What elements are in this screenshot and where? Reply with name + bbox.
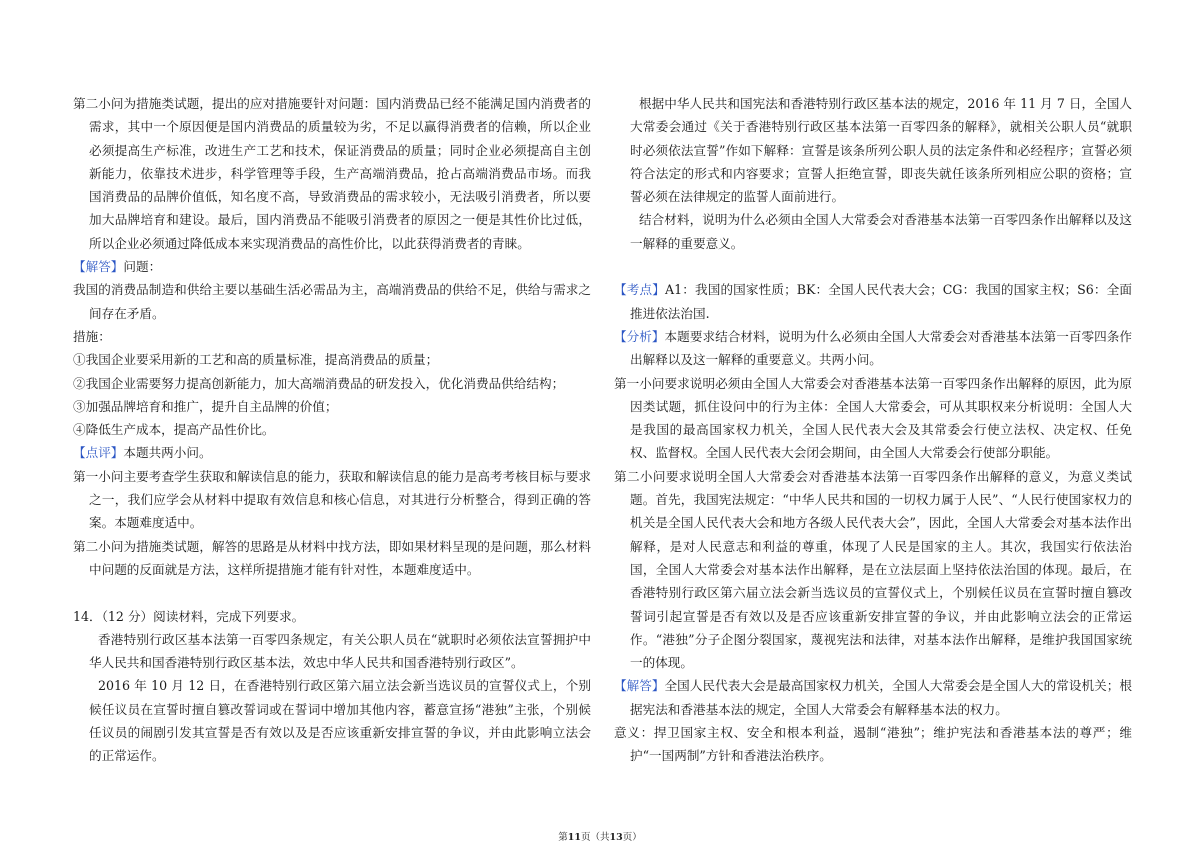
- answer-tag: 【解答】: [73, 259, 124, 275]
- analysis-text: 本题要求结合材料，说明为什么必须由全国人大常委会对香港基本法第一百零四条作出解释以及这一解释的重要意义。共两小问。: [630, 328, 1133, 368]
- right-column: [614, 92, 1132, 768]
- knowledge-point: [614, 278, 1132, 325]
- analysis-part2-paragraph: 第二小问为措施类试题，提出的应对措施要针对问题：国内消费品已经不能满足国内消费者的需求，其中一个原因便是国内消费品的质量较为劣，不足以赢得消费者的信赖，所以企业必须提高生产标准，改进生产工艺和技术，保证消费品的质量；同时企业必须提高自主创新能力，依靠技术进步，科学管理等手段，生产高端消费品，抢占高端消费品市场。而我国消费品的品牌价值低，知名度不高，导致消费品的需求较小，无法吸引消费者，所以要加大品牌培育和建设。最后，国内消费品不能吸引消费者的原因之一便是其性价比过低，所以企业必须通过降低成本来实现消费品的高性价比，以此获得消费者的青睐。: [73, 96, 591, 251]
- analysis-part1: 第一小问要求说明必须由全国人大常委会对香港基本法第一百零四条作出解释的原因，此为原因类试题，抓住设问中的行为主体：全国人大常委会，可从其职权来分析说明：全国人大是我国的最高国家权力机关，全国人民代表大会及其常委会行使立法权、决定权、任免权、监督权。全国人民代表大会闭会期间，由全国人大常委会行使部分职能。: [614, 375, 1132, 461]
- question-14-heading: 14．（12 分）阅读材料，完成下列要求。: [73, 608, 305, 624]
- left-column: [73, 92, 591, 768]
- solution-heading: [614, 674, 1132, 721]
- question-ask: 结合材料，说明为什么必须由全国人大常委会对香港基本法第一百零四条作出解释以及这一解释的重要意义。: [630, 212, 1132, 251]
- measure-4: ④降低生产成本，提高产品性价比。: [73, 422, 275, 438]
- footer-middle: 页（共: [580, 832, 610, 843]
- material-1: 香港特别行政区基本法第一百零四条规定，有关公职人员在“就职时必须依法宣誓拥护中华人民共和国香港特别行政区基本法，效忠中华人民共和国香港特别行政区”。: [89, 631, 591, 671]
- analysis-part2: 第二小问要求说明全国人大常委会对香港基本法第一百零四条作出解释的意义，为意义类试题。首先，我国宪法规定：“中华人民共和国的一切权力属于人民”、“人民行使国家权力的机关是全国人民代表大会和地方各级人民代表大会”，因此，全国人大常委会对基本法作出解释，是对人民意志和利益的尊重，体现了人民是国家的主人。其次，我国实行依法治国，全国人大常委会对基本法作出解释，是在立法层面上坚持依法治国的体现。最后，在香港特别行政区第六届立法会新当选议员的宣誓仪式上，个别候任议员在宣誓时擅自篡改誓词引起宣誓是否有效以及是否应该重新安排宣誓的争议，并由此影响立法会的正常运作。“港独”分子企图分裂国家，蔑视宪法和法律，对基本法作出解释，是维护我国国家统一的体现。: [614, 468, 1132, 671]
- comment-tag: 【点评】: [73, 445, 124, 461]
- problem-paragraph: 我国的消费品制造和供给主要以基础生活必需品为主，高端消费品的供给不足，供给与需求之间存在矛盾。: [73, 282, 591, 321]
- knowledge-point-text: A1：我国的国家性质；BK：全国人民代表大会；CG：我国的国家主权；S6：全面推进依法治国.: [630, 282, 1133, 321]
- footer-suffix: 页）: [622, 832, 642, 843]
- material-3: 根据中华人民共和国宪法和香港特别行政区基本法的规定，2016 年 11 月 7 日，全国人大常委会通过《关于香港特别行政区基本法第一百零四条的解释》，就相关公职人员“就职时必须依法宣誓”作如下解释：宣誓是该条所列公职人员的法定条件和必经程序；宣誓必须符合法定的形式和内容要求；宣誓人拒绝宣誓，即丧失就任该条所列相应公职的资格；宣誓必须在法律规定的监誓人面前进行。: [630, 96, 1132, 205]
- footer-prefix: 第: [558, 832, 568, 843]
- knowledge-point-tag: 【考点】: [614, 282, 665, 298]
- answer-heading: [73, 255, 591, 278]
- measures-label: 措施：: [73, 328, 111, 344]
- measure-1: ①我国企业要采用新的工艺和高的质量标准，提高消费品的质量；: [73, 352, 439, 368]
- answer-heading-text: 问题：: [123, 259, 162, 275]
- measure-3: ③加强品牌培育和推广，提升自主品牌的价值；: [73, 398, 338, 414]
- spacer: [614, 255, 1132, 278]
- total-pages: 13: [609, 832, 623, 843]
- comment-part1: 第一小问主要考查学生获取和解读信息的能力，获取和解读信息的能力是高考考核目标与要求之一，我们应学会从材料中提取有效信息和核心信息，对其进行分析整合，得到正确的答案。本题难度适中。: [73, 468, 591, 531]
- significance-paragraph: 意义：捍卫国家主权、安全和根本利益，遏制“港独”；维护宪法和香港基本法的尊严；维护“一国两制”方针和香港法治秩序。: [614, 725, 1132, 764]
- comment-heading-text: 本题共两小问。: [123, 445, 212, 461]
- analysis-heading: [614, 325, 1132, 372]
- solution-text: 全国人民代表大会是最高国家权力机关，全国人大常委会是全国人大的常设机关；根据宪法和香港基本法的规定，全国人大常委会有解释基本法的权力。: [630, 678, 1133, 717]
- page-number: 11: [567, 832, 581, 843]
- comment-heading: [73, 441, 591, 464]
- material-2: 2016 年 10 月 12 日，在香港特别行政区第六届立法会新当选议员的宣誓仪式上，个别候任议员在宣誓时擅自篡改誓词或在誓词中增加其他内容，蓄意宣扬“港独”主张，个别候任议员的闹剧引发其宣誓是否有效以及是否应该重新安排宣誓的争议，并由此影响立法会的正常运作。: [89, 678, 591, 764]
- measure-2: ②我国企业需要努力提高创新能力，加大高端消费品的研发投入，优化消费品供给结构；: [73, 375, 565, 391]
- page-footer: [0, 829, 1200, 843]
- analysis-tag: 【分析】: [614, 328, 665, 344]
- solution-tag: 【解答】: [614, 678, 665, 694]
- spacer: [73, 581, 591, 604]
- comment-part2: 第二小问为措施类试题，解答的思路是从材料中找方法，即如果材料呈现的是问题，那么材料中问题的反面就是方法，这样所提措施才能有针对性，本题难度适中。: [73, 538, 591, 577]
